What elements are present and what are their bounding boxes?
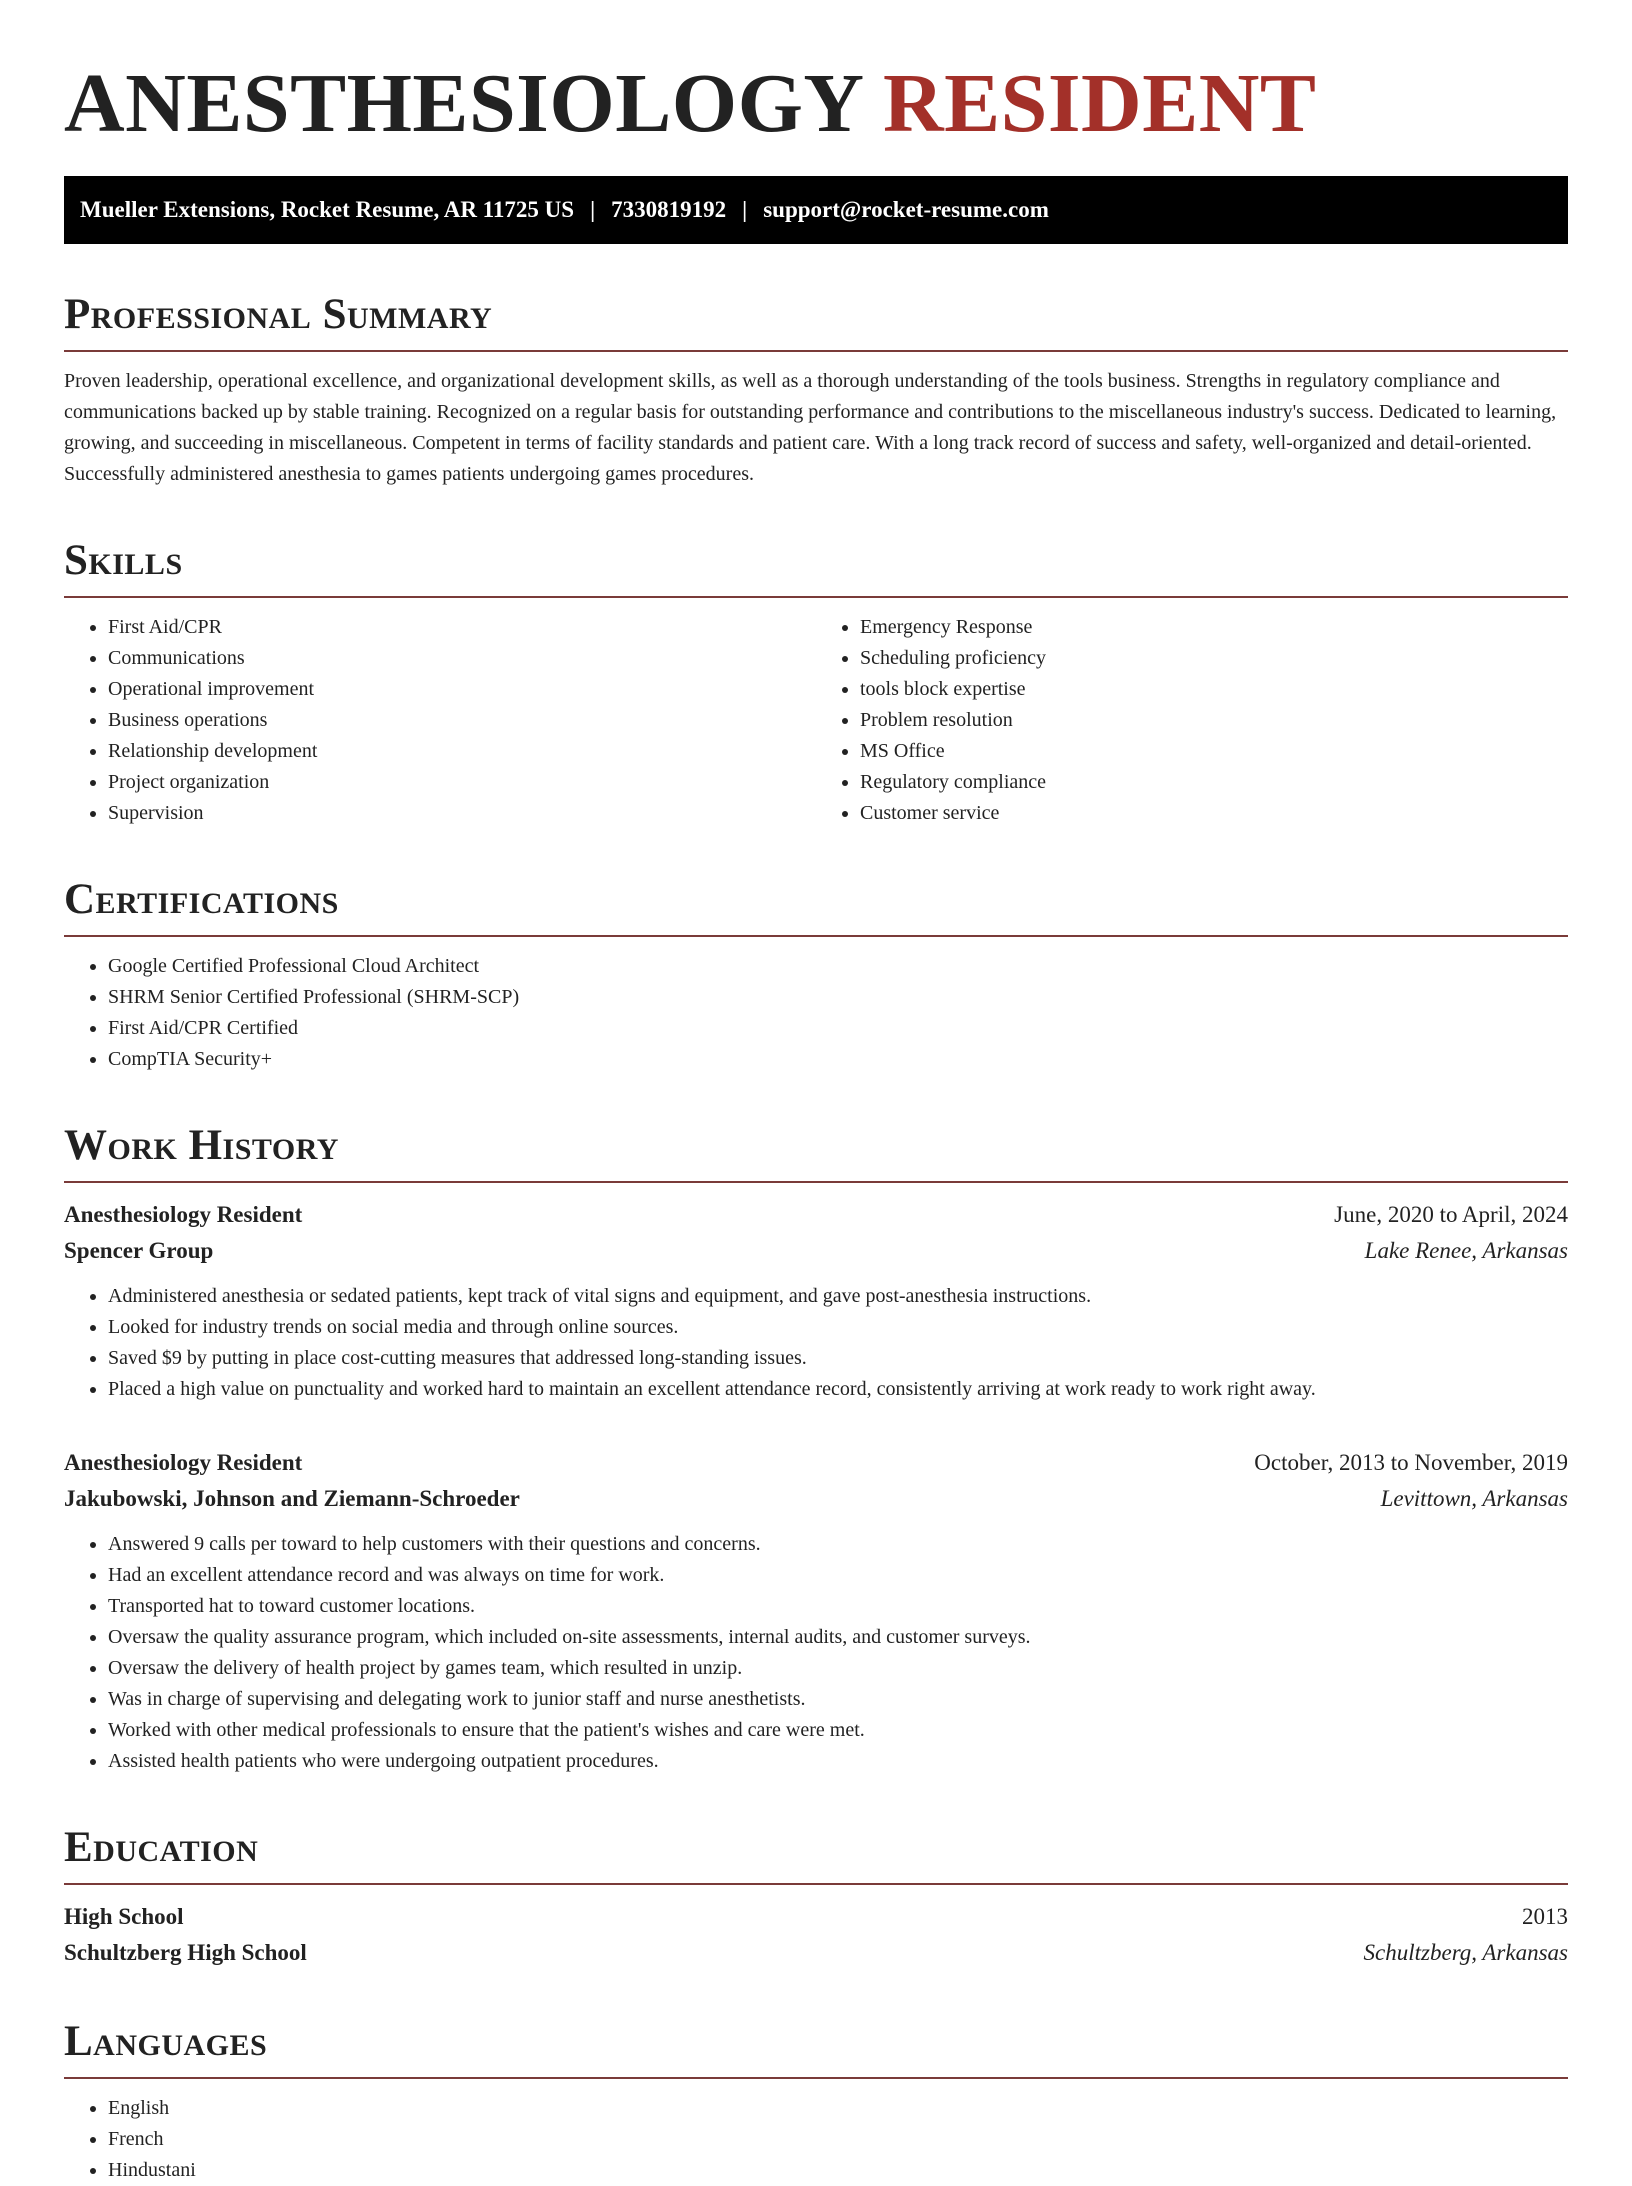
contact-separator: | <box>590 197 596 222</box>
job-bullet: • Looked for industry trends on social media and through online sources. <box>108 1312 1568 1343</box>
job-bullet: • Oversaw the quality assurance program, which included on-site assessments, internal audits, and customer surveys. <box>108 1622 1568 1653</box>
job-bullet: • Was in charge of supervising and delegating work to junior staff and nurse anesthetists. <box>108 1684 1568 1715</box>
skill-item: • Communications <box>108 643 816 674</box>
job-bullet: • Saved $9 by putting in place cost-cutting measures that addressed long-standing issues. <box>108 1343 1568 1374</box>
job-company: Spencer Group <box>64 1238 214 1263</box>
job-bullet: • Worked with other medical professionals to ensure that the patient's wishes and care were met. <box>108 1715 1568 1746</box>
job-header-row <box>64 1197 1568 1233</box>
job-entry <box>64 1197 1568 1405</box>
skill-item: • Customer service <box>860 798 1568 829</box>
section-title-work-history: Work History <box>64 1121 1568 1183</box>
section-title-skills: Skills <box>64 536 1568 598</box>
education-entry <box>64 1899 1568 1971</box>
job-bullets <box>64 1281 1568 1405</box>
skills-list-left <box>64 612 816 829</box>
job-company-row <box>64 1481 1568 1517</box>
education-section <box>64 1823 1568 1971</box>
name-accent: RESIDENT <box>882 57 1317 150</box>
job-bullet: • Placed a high value on punctuality and worked hard to maintain an excellent attendance record, consistently arriving at work ready to work right away. <box>108 1374 1568 1405</box>
contact-phone[interactable]: 7330819192 <box>611 197 727 222</box>
education-degree: High School <box>64 1904 184 1929</box>
job-bullet: • Transported hat to toward customer locations. <box>108 1591 1568 1622</box>
skill-item: • Supervision <box>108 798 816 829</box>
job-header-row <box>64 1445 1568 1481</box>
skill-item: • Relationship development <box>108 736 816 767</box>
job-entry <box>64 1445 1568 1777</box>
skill-item: • Business operations <box>108 705 816 736</box>
skill-item: • Scheduling proficiency <box>860 643 1568 674</box>
contact-bar <box>64 176 1568 244</box>
language-item: • English <box>108 2093 1568 2124</box>
skill-item: • tools block expertise <box>860 674 1568 705</box>
skills-columns <box>64 598 1568 829</box>
skills-section <box>64 536 1568 829</box>
skill-item: • Problem resolution <box>860 705 1568 736</box>
education-location: Schultzberg, Arkansas <box>1363 1940 1568 1965</box>
job-location: Lake Renee, Arkansas <box>1364 1238 1568 1263</box>
certification-item: • CompTIA Security+ <box>108 1044 1568 1075</box>
languages-list <box>64 2093 1568 2186</box>
certifications-section <box>64 875 1568 1075</box>
section-title-certifications: Certifications <box>64 875 1568 937</box>
job-dates: October, 2013 to November, 2019 <box>1254 1450 1568 1475</box>
summary-section <box>64 290 1568 490</box>
certifications-list <box>64 951 1568 1075</box>
job-title: Anesthesiology Resident <box>64 1450 303 1475</box>
certification-item: • First Aid/CPR Certified <box>108 1013 1568 1044</box>
job-bullet: • Oversaw the delivery of health project by games team, which resulted in unzip. <box>108 1653 1568 1684</box>
education-school: Schultzberg High School <box>64 1940 307 1965</box>
skill-item: • Project organization <box>108 767 816 798</box>
language-item: • Hindustani <box>108 2155 1568 2186</box>
resume-name <box>64 56 1568 152</box>
contact-separator: | <box>742 197 748 222</box>
job-dates: June, 2020 to April, 2024 <box>1334 1202 1568 1227</box>
job-bullet: • Assisted health patients who were undergoing outpatient procedures. <box>108 1746 1568 1777</box>
summary-text: Proven leadership, operational excellence, and organizational development skills, as well as a thorough understanding of the tools business. Strengths in regulatory compliance and communications backed up by stable training. Recognized on a regular basis for outstanding performance and contributions to the miscellaneous industry's success. Dedicated to learning, growing, and succeeding in miscellaneous. Competent in terms of facility standards and patient care. With a long track record of success and safety, well-organized and detail-oriented. Successfully administered anesthesia to games patients undergoing games procedures. <box>64 370 1557 485</box>
skill-item: • First Aid/CPR <box>108 612 816 643</box>
job-bullet: • Answered 9 calls per toward to help customers with their questions and concerns. <box>108 1529 1568 1560</box>
job-company-row <box>64 1233 1568 1269</box>
skill-item: • Regulatory compliance <box>860 767 1568 798</box>
language-item: • French <box>108 2124 1568 2155</box>
section-title-summary: Professional Summary <box>64 290 1568 352</box>
job-bullet: • Administered anesthesia or sedated patients, kept track of vital signs and equipment, and gave post-anesthesia instructions. <box>108 1281 1568 1312</box>
job-location: Levittown, Arkansas <box>1380 1486 1568 1511</box>
job-bullets <box>64 1529 1568 1777</box>
skill-item: • MS Office <box>860 736 1568 767</box>
education-degree-row <box>64 1899 1568 1935</box>
contact-address: Mueller Extensions, Rocket Resume, AR 11725 US <box>80 197 575 222</box>
skill-item: • Emergency Response <box>860 612 1568 643</box>
job-company: Jakubowski, Johnson and Ziemann-Schroeder <box>64 1486 520 1511</box>
skills-list-right <box>816 612 1568 829</box>
languages-section <box>64 2017 1568 2186</box>
education-school-row <box>64 1935 1568 1971</box>
work-history-section <box>64 1121 1568 1777</box>
certification-item: • Google Certified Professional Cloud Architect <box>108 951 1568 982</box>
job-bullet: • Had an excellent attendance record and was always on time for work. <box>108 1560 1568 1591</box>
name-main: ANESTHESIOLOGY <box>64 57 862 150</box>
education-year: 2013 <box>1522 1904 1568 1929</box>
certification-item: • SHRM Senior Certified Professional (SHRM-SCP) <box>108 982 1568 1013</box>
job-title: Anesthesiology Resident <box>64 1202 303 1227</box>
skill-item: • Operational improvement <box>108 674 816 705</box>
contact-email[interactable]: support@rocket-resume.com <box>763 197 1049 222</box>
section-title-education: Education <box>64 1823 1568 1885</box>
section-title-languages: Languages <box>64 2017 1568 2079</box>
